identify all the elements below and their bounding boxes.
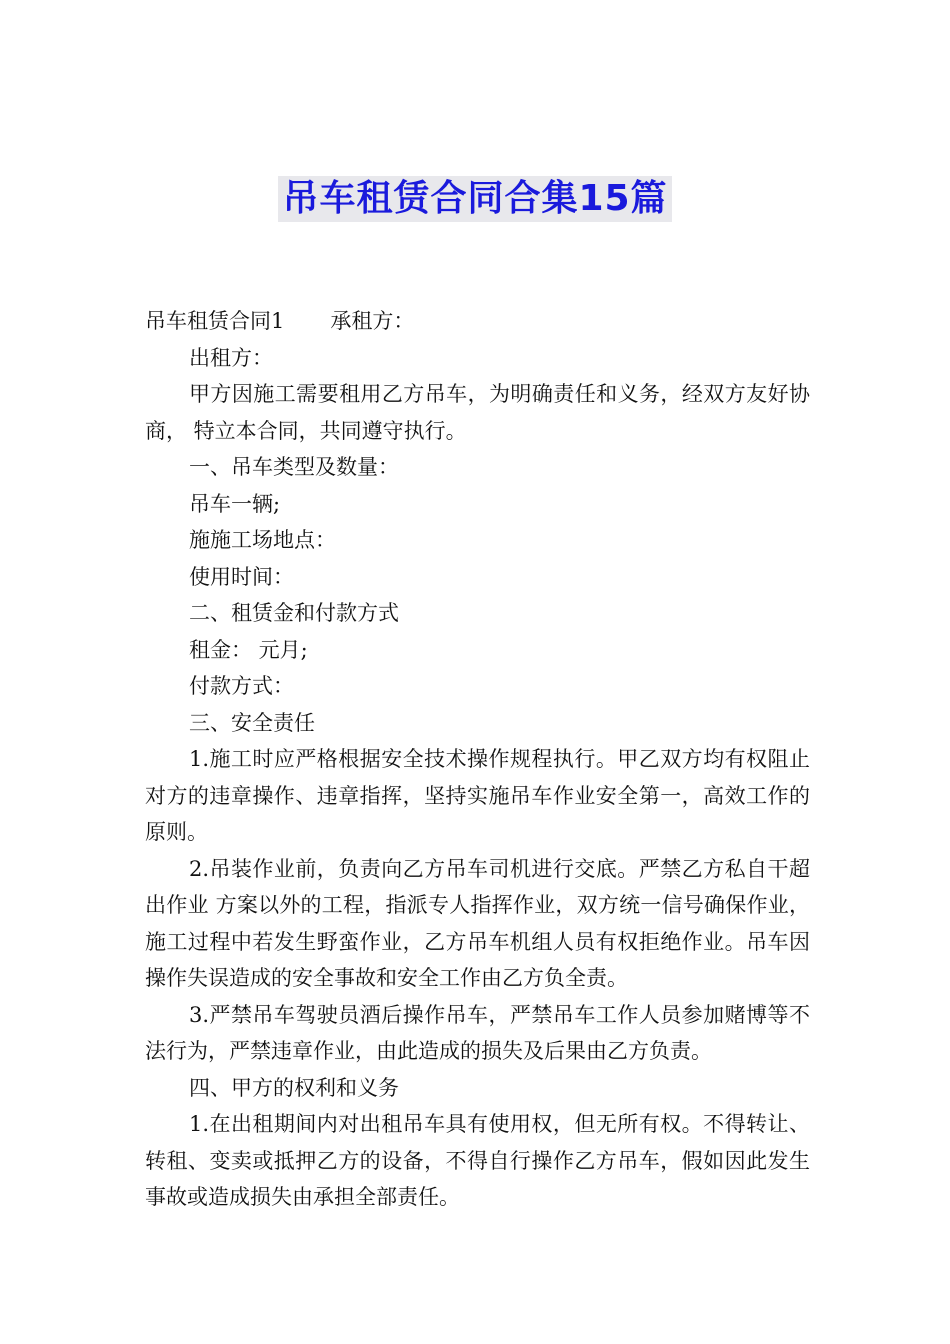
section-heading-4: 四、甲方的权利和义务 xyxy=(189,1075,399,1100)
document-title: 吊车租赁合同合集15篇 xyxy=(278,176,671,222)
clause-3-1: 1.施工时应严格根据安全技术操作规程执行。甲乙双方均有权阻止对方的违章操作、违章指挥，坚持实施吊车作业安全第一，高效工作的原则。 xyxy=(145,747,810,844)
crane-quantity: 吊车一辆; xyxy=(189,491,281,516)
section-heading-2: 二、租赁金和付款方式 xyxy=(189,601,399,625)
section-heading-3: 三、安全责任 xyxy=(189,710,315,735)
clause-3-3: 3.严禁吊车驾驶员酒后操作吊车，严禁吊车工作人员参加赌博等不法行为，严禁违章作业，由此造成的损失及后果由乙方负责。 xyxy=(145,1002,810,1063)
rent-amount: 租金： 元月; xyxy=(189,637,308,662)
lessee-label: 承租方： xyxy=(330,309,415,333)
clause-3-2: 2.吊装作业前，负责向乙方吊车司机进行交底。严禁乙方私自干超出作业 方案以外的工程，指派专人指挥作业，双方统一信号确保作业，施工过程中若发生野蛮作业，乙方吊车机组人员有权拒绝作业。吊车因操作失误造成的安全事故和安全工作由乙方负全责。 xyxy=(145,856,810,990)
paragraph-heading-line xyxy=(145,303,810,340)
payment-method: 付款方式： xyxy=(189,674,294,698)
contract-number: 吊车租赁合同1 xyxy=(145,309,285,333)
paragraph-preamble: 甲方因施工需要租用乙方吊车，为明确责任和义务，经双方友好协商， 特立本合同，共同遵守执行。 xyxy=(145,382,810,443)
lessor-line: 出租方： xyxy=(189,345,273,370)
document-body xyxy=(145,303,810,1216)
clause-4-1: 1.在出租期间内对出租吊车具有使用权，但无所有权。不得转让、转租、变卖或抵押乙方的设备，不得自行操作乙方吊车，假如因此发生事故或造成损失由承担全部责任。 xyxy=(145,1112,810,1209)
site-location: 施施工场地点： xyxy=(189,528,336,552)
section-heading-1: 一、吊车类型及数量： xyxy=(189,455,399,479)
usage-time: 使用时间： xyxy=(189,564,294,589)
title-container xyxy=(0,176,950,222)
